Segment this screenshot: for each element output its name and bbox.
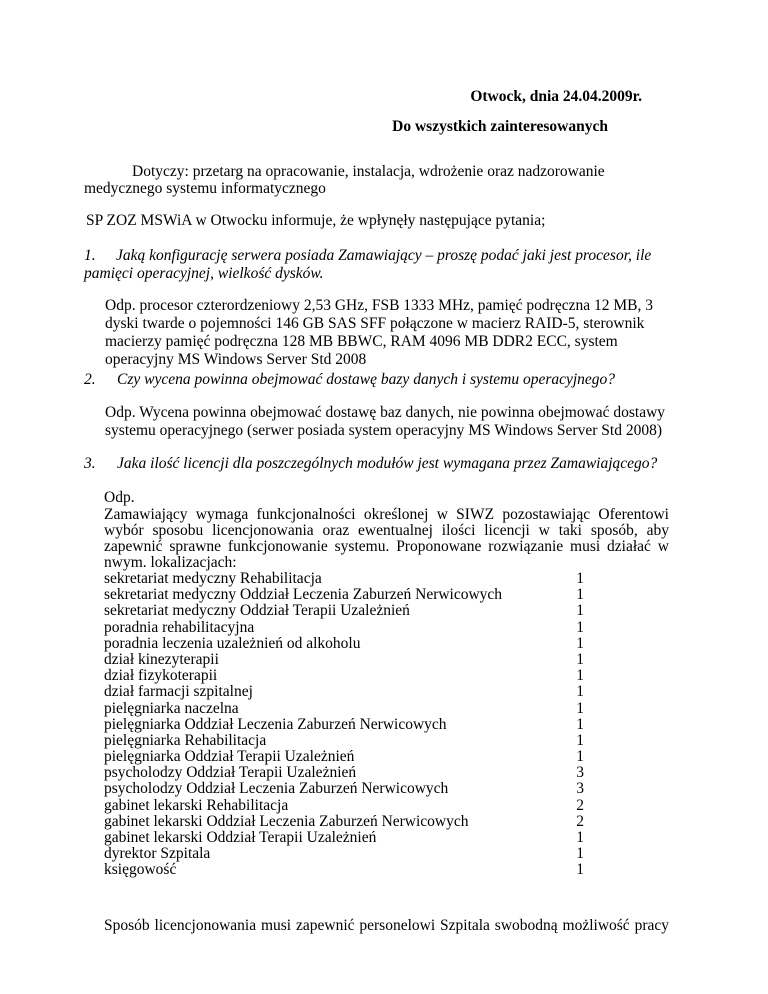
license-location: sekretariat medyczny Rehabilitacja	[104, 570, 322, 587]
table-row	[104, 603, 584, 619]
table-row	[104, 733, 584, 749]
table-row	[104, 749, 584, 765]
table-row	[104, 636, 584, 652]
license-count: 1	[576, 650, 584, 668]
table-row	[104, 668, 584, 684]
license-location: pielęgniarka Oddział Leczenia Zaburzeń Nerwicowych	[104, 715, 447, 733]
license-location: pielęgniarka Rehabilitacja	[104, 731, 267, 749]
addressee-line: Do wszystkich zainteresowanych	[392, 118, 608, 135]
table-row	[104, 798, 584, 814]
table-row	[104, 620, 584, 636]
license-location: gabinet lekarski Oddział Leczenia Zaburzeń Nerwicowych	[104, 812, 469, 830]
license-count: 1	[576, 715, 584, 733]
question-1-text-line-1: Jaką konfigurację serwera posiada Zamawiający – proszę podać jaki jest procesor, ile	[116, 247, 652, 264]
license-count: 1	[576, 748, 584, 766]
license-count: 2	[576, 812, 584, 830]
answer-3-para-line-1: Zamawiający wymaga funkcjonalności określonej w SIWZ pozostawiając Oferentowi	[104, 506, 669, 523]
question-1-number: 1.	[84, 247, 96, 264]
license-count: 1	[576, 570, 584, 587]
license-count: 1	[576, 845, 584, 863]
license-location: psycholodzy Oddział Terapii Uzależnień	[104, 764, 357, 782]
license-count: 3	[576, 764, 584, 782]
question-3-text: Jaka ilość licencji dla poszczególnych modułów jest wymagana przez Zamawiającego?	[117, 455, 658, 472]
answer-2-line-2: systemu operacyjnego (serwer posiada system operacyjny MS Windows Server Std 2008)	[105, 422, 662, 439]
answer-3-para-line-4: nwym. lokalizacjach:	[104, 554, 237, 571]
license-count: 1	[576, 602, 584, 620]
table-row	[104, 765, 584, 781]
table-row	[104, 701, 584, 717]
license-location: sekretariat medyczny Oddział Leczenia Zaburzeń Nerwicowych	[104, 586, 503, 604]
document-date: Otwock, dnia 24.04.2009r.	[470, 88, 642, 105]
question-3-number: 3.	[84, 455, 96, 472]
license-count: 3	[576, 780, 584, 798]
answer-3-para-line-3: zapewnić sprawne funkcjonowanie systemu. Proponowane rozwiązanie musi działać w	[104, 538, 669, 555]
subject-line-1: Dotyczy: przetarg na opracowanie, instalacja, wdrożenie oraz nadzorowanie	[132, 163, 605, 180]
table-row	[104, 814, 584, 830]
license-count: 1	[576, 829, 584, 846]
license-location: księgowość	[104, 861, 177, 879]
license-location: dyrektor Szpitala	[104, 845, 211, 863]
license-count: 2	[576, 796, 584, 814]
license-location: pielęgniarka naczelna	[104, 699, 239, 717]
table-row	[104, 652, 584, 668]
answer-1-line-3: macierzy pamięć podręczna 128 MB BBWC, RAM 4096 MB DDR2 ECC, system	[105, 333, 618, 350]
license-count: 1	[576, 861, 584, 879]
subject-line-2: medycznego systemu informatycznego	[84, 180, 326, 197]
license-location: poradnia leczenia uzależnień od alkoholu	[104, 634, 361, 652]
license-count: 1	[576, 586, 584, 604]
license-count: 1	[576, 618, 584, 636]
table-row	[104, 571, 584, 587]
intro-paragraph: SP ZOZ MSWiA w Otwocku informuje, że wpłynęły następujące pytania;	[86, 212, 546, 229]
license-location: dział farmacji szpitalnej	[104, 683, 253, 701]
license-location: sekretariat medyczny Oddział Terapii Uzależnień	[104, 602, 410, 620]
table-row	[104, 781, 584, 797]
closing-line: Sposób licencjonowania musi zapewnić personelowi Szpitala swobodną możliwość pracy	[104, 917, 669, 934]
table-row	[104, 862, 584, 878]
license-count: 1	[576, 667, 584, 685]
answer-1-line-2: dyski twarde o pojemności 146 GB SAS SFF połączone w macierz RAID-5, sterownik	[105, 315, 645, 332]
answer-2-line-1: Odp. Wycena powinna obejmować dostawę baz danych, nie powinna obejmować dostawy	[105, 404, 666, 421]
table-row	[104, 717, 584, 733]
answer-3-label: Odp.	[104, 489, 135, 506]
table-row	[104, 830, 584, 846]
license-count: 1	[576, 634, 584, 652]
license-location: gabinet lekarski Oddział Terapii Uzależnień	[104, 829, 377, 846]
license-location: gabinet lekarski Rehabilitacja	[104, 796, 289, 814]
license-location: poradnia rehabilitacyjna	[104, 618, 255, 636]
license-location: dział kinezyterapii	[104, 650, 219, 668]
answer-3-para-line-2: wybór sposobu licencjonowania oraz ewentualnej ilości licencji w taki sposób, aby	[104, 522, 669, 539]
question-1-text-line-2: pamięci operacyjnej, wielkość dysków.	[84, 265, 324, 282]
table-row	[104, 587, 584, 603]
answer-1-line-4: operacyjny MS Windows Server Std 2008	[105, 351, 367, 368]
license-location: dział fizykoterapii	[104, 667, 218, 685]
license-table	[104, 571, 584, 879]
license-location: psycholodzy Oddział Leczenia Zaburzeń Nerwicowych	[104, 780, 449, 798]
question-2-number: 2.	[84, 371, 96, 388]
license-count: 1	[576, 731, 584, 749]
question-2-text: Czy wycena powinna obejmować dostawę bazy danych i systemu operacyjnego?	[117, 371, 616, 388]
table-row	[104, 846, 584, 862]
license-count: 1	[576, 683, 584, 701]
license-count: 1	[576, 699, 584, 717]
answer-1-line-1: Odp. procesor czterordzeniowy 2,53 GHz, FSB 1333 MHz, pamięć podręczna 12 MB, 3	[105, 297, 653, 314]
table-row	[104, 684, 584, 700]
license-location: pielęgniarka Oddział Terapii Uzależnień	[104, 748, 355, 766]
